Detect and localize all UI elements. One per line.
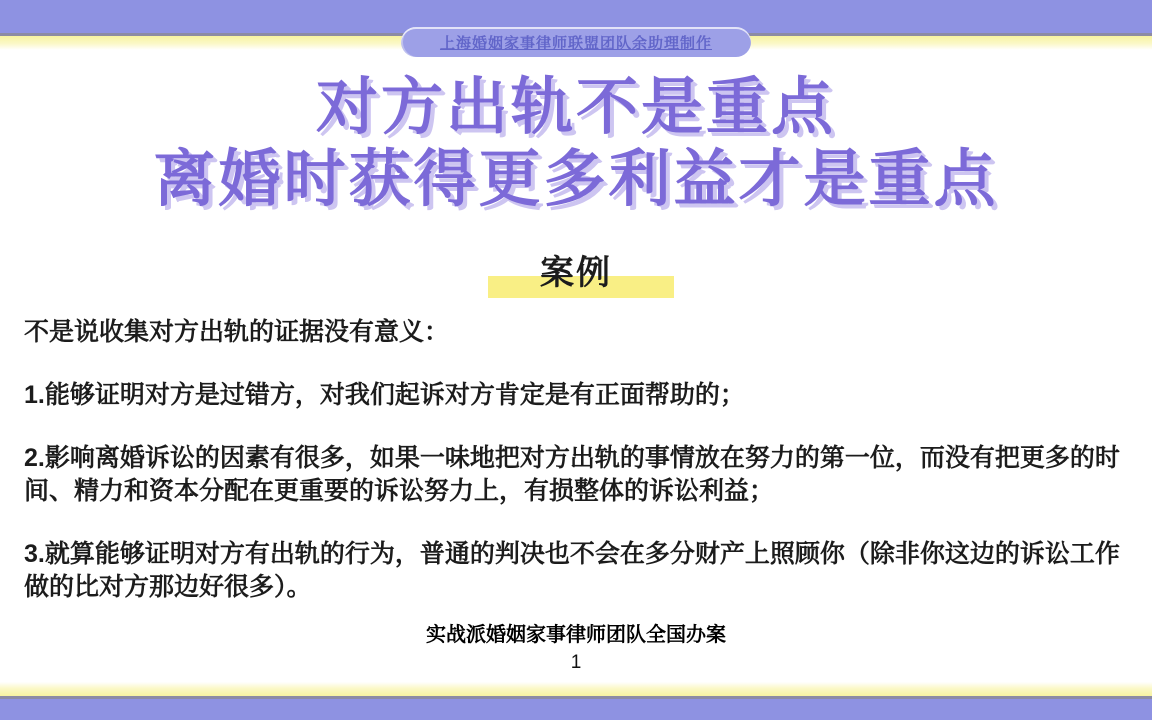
body-point-1: 1.能够证明对方是过错方，对我们起诉对方肯定是有正面帮助的； bbox=[24, 381, 745, 409]
body-point-3: 3.就算能够证明对方有出轨的行为，普通的判决也不会在多分财产上照顾你（除非你这边的诉讼工作做的比对方那边好很多）。 bbox=[24, 540, 1120, 601]
title-line-2: 离婚时获得更多利益才是重点 bbox=[153, 145, 999, 214]
body-intro: 不是说收集对方出轨的证据没有意义： bbox=[24, 318, 450, 346]
bottom-purple-bar bbox=[0, 699, 1152, 720]
body-point-2: 2.影响离婚诉讼的因素有很多，如果一味地把对方出轨的事情放在努力的第一位，而没有把更多的时间、精力和资本分配在更重要的诉讼努力上，有损整体的诉讼利益； bbox=[24, 444, 1120, 505]
page-number: 1 bbox=[570, 652, 582, 673]
section-heading-case bbox=[540, 250, 612, 296]
watermark-badge-text: 上海婚姻家事律师联盟团队余助理制作 bbox=[439, 34, 712, 52]
footer-team-line: 实战派婚姻家事律师团队全国办案 bbox=[426, 624, 726, 646]
watermark-badge bbox=[401, 27, 751, 57]
title-line-1: 对方出轨不是重点 bbox=[315, 73, 836, 142]
page-title bbox=[0, 72, 1152, 216]
bottom-yellow-bar bbox=[0, 682, 1152, 696]
body-text-block bbox=[24, 316, 1130, 634]
section-heading-text: 案例 bbox=[540, 254, 612, 292]
